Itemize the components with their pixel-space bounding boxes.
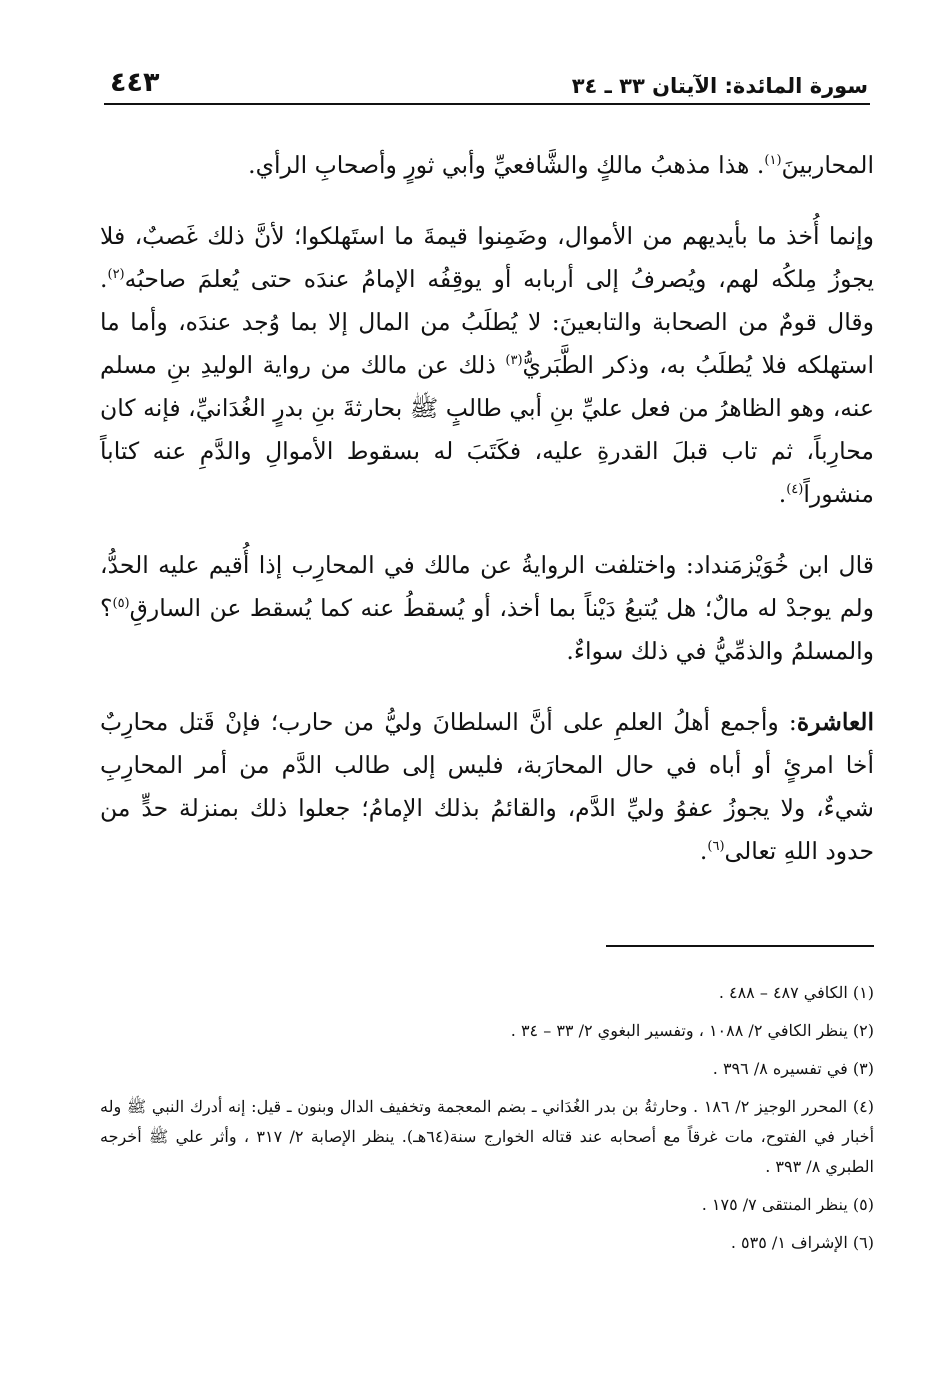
footnote-ref-6: (٦) (707, 839, 725, 855)
header-rule (104, 103, 870, 105)
section-term: العاشرة (796, 708, 874, 736)
paragraph-2-part-a: وإنما أُخذ ما بأيديهم من الأموال، وضَمِنوا قيمةَ ما استَهلكوا؛ لأنَّ ذلك غَصبٌ، فلا يجوزُ مِلكُه لهم، ويُصرفُ إلى أربابه أو يوقِفُه الإمامُ عندَه حتى يُعلمَ صاحبُه (100, 222, 874, 293)
footnote-ref-3: (٣) (505, 353, 523, 369)
footnote-ref-2: (٢) (107, 267, 125, 283)
footnote-1: (١) الكافي ٤٨٧ – ٤٨٨ . (718, 983, 874, 1002)
footnote-4: (٤) المحرر الوجيز ٢/ ١٨٦ . وحارثةُ بن بدر الغُدَاني ـ بضم المعجمة وتخفيف الدال وبنون ـ قيل: إنه أدرك النبي ﷺ وله أخبار في الفتوح، مات غرقاً مع أصحابه عند قتاله الخوارج سنة(٦٤هـ). ينظر الإصابة ٢/ ٣١٧ ، وأثر علي ﷺ أخرجه الطبري ٨/ ٣٩٣ . (100, 1097, 875, 1176)
page-number: ٤٤٣ (110, 67, 160, 98)
footnote-2: (٢) ينظر الكافي ٢/ ١٠٨٨ ، وتفسير البغوي ٢/ ٣٣ – ٣٤ . (510, 1021, 874, 1040)
footnote-5: (٥) ينظر المنتقى ٧/ ١٧٥ . (701, 1195, 874, 1214)
footnotes (100, 978, 874, 1258)
footnote-6: (٦) الإشراف ١/ ٥٣٥ . (730, 1233, 874, 1252)
paragraph-3-part-a: قال ابن خُوَيْزمَنداد: واختلفت الروايةُ عن مالك في المحارِب إذا أُقيم عليه الحدُّ، ولم يوجدْ له مالٌ؛ هل يُتبعُ دَيْناً بما أخذ، أو يُسقطُ عنه كما يُسقط عن السارقِ (100, 551, 874, 622)
paragraph-2-part-d: . (778, 480, 787, 508)
footnote-3: (٣) في تفسيره ٨/ ٣٩٦ . (712, 1059, 874, 1078)
paragraph-3-part-b: ؟ والمسلمُ والذمِّيُّ في ذلك سواءٌ. (100, 594, 874, 665)
main-text (100, 144, 874, 873)
paragraph-2-part-c: ذلك عن مالك من رواية الوليدِ بنِ مسلم عنه، وهو الظاهرُ من فعل عليِّ بنِ أبي طالبٍ ﷺ بحارثةَ بنِ بدرٍ الغُدَانيِّ، فإنه كان محارِباً، ثم تاب قبلَ القدرةِ عليه، فكَتَبَ له بسقوط الأموالِ والدَّمِ عنه كتاباً منشوراً (100, 351, 874, 508)
surah-title: سورة المائدة: الآيتان ٣٣ ـ ٣٤ (571, 74, 868, 98)
paragraph-4 (100, 701, 874, 873)
paragraph-2-part-b: . وقال قومٌ من الصحابة والتابعينَ: لا يُطلَبُ من المال إلا بما وُجد عندَه، وأما ما استهلكه فلا يُطلَبُ به، وذكر الطَّبَريُّ (100, 265, 874, 379)
paragraph-1-text: المحاربينَ (781, 151, 874, 179)
paragraph-4-part-a: : وأجمع أهلُ العلمِ على أنَّ السلطانَ وليُّ من حارب؛ فإنْ قَتل محارِبٌ أخا امرئٍ أو أباه في حال المحارَبة، فليس إلى طالب الدَّم من أمر المحارِبِ شيءٌ، ولا يجوزُ عفوُ وليِّ الدَّم، والقائمُ بذلك الإمامُ؛ جعلوا ذلك بمنزلة حدٍّ من حدود اللهِ تعالى (100, 708, 874, 865)
footnote-ref-5: (٥) (112, 596, 130, 612)
paragraph-3 (100, 544, 874, 673)
paragraph-1 (100, 144, 874, 187)
paragraph-1-tail: . هذا مذهبُ مالكٍ والشَّافعيِّ وأبي ثورٍ وأصحابِ الرأي. (248, 151, 765, 179)
paragraph-2 (100, 215, 874, 516)
footnote-ref-1: (١) (764, 153, 782, 169)
footnote-separator (606, 945, 874, 947)
paragraph-4-part-b: . (699, 837, 708, 865)
footnote-ref-4: (٤) (786, 482, 804, 498)
running-header (110, 58, 868, 98)
